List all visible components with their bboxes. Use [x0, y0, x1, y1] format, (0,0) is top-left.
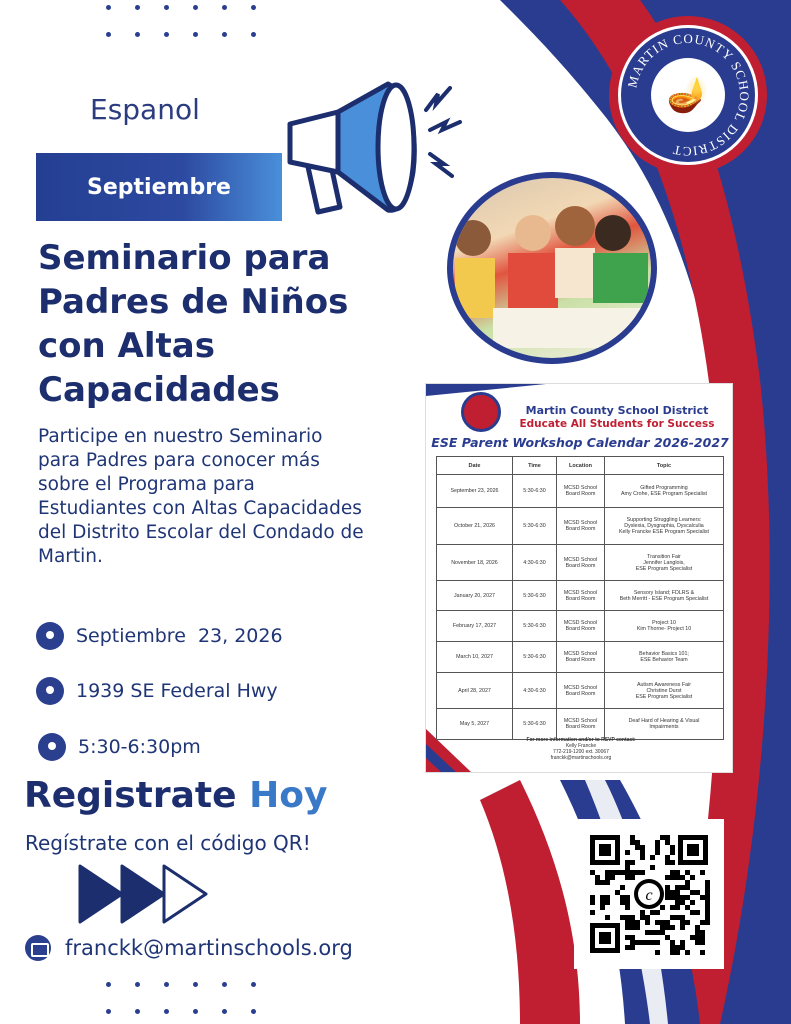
register-heading — [24, 775, 327, 816]
cell-time: 4:30-6:30 — [513, 545, 557, 581]
qr-instruction: Regístrate con el código QR! — [25, 831, 311, 855]
cell-location: MCSD School Board Room — [557, 673, 605, 709]
table-row — [437, 508, 724, 545]
table-row — [437, 545, 724, 581]
seminar-title: Seminario para Padres de Niños con Altas Capacidades — [38, 238, 349, 410]
location-pin-icon — [38, 733, 66, 761]
cell-topic: Supporting Struggling Learners: Dyslexia, Dysgraphia, Dyscalculia Kelly Francke ESE Program Specialist — [605, 508, 724, 545]
cell-topic: Behavior Basics 101; ESE Behavior Team — [605, 642, 724, 673]
arrows-icon — [78, 862, 214, 926]
register-heading-accent: Hoy — [249, 775, 328, 816]
cell-location: MCSD School Board Room — [557, 508, 605, 545]
cell-date: May 5, 2027 — [437, 709, 513, 740]
qr-code[interactable] — [574, 819, 724, 969]
seminar-description: Participe en nuestro Seminario para Padres para conocer más sobre el Programa para Estudiantes con Altas Capacidades del Distrito Escolar del Condado de Martin. — [38, 426, 364, 567]
cell-topic: Gifted Programming Amy Crohe, ESE Program Specialist — [605, 475, 724, 508]
bottom-dot-pattern — [106, 982, 261, 1014]
date-row — [36, 622, 283, 650]
cell-date: January 20, 2027 — [437, 581, 513, 611]
cell-location: MCSD School Board Room — [557, 475, 605, 508]
district-seal — [609, 16, 767, 174]
language-label: Espanol — [90, 93, 200, 126]
top-dot-pattern — [106, 5, 261, 37]
qr-logo-icon: c — [645, 887, 653, 904]
cell-date: April 28, 2027 — [437, 673, 513, 709]
students-photo — [447, 172, 657, 364]
calendar-table — [436, 456, 724, 740]
table-row — [437, 581, 724, 611]
table-row — [437, 709, 724, 740]
cell-time: 4:30-6:30 — [513, 673, 557, 709]
month-banner: Septiembre — [36, 153, 282, 221]
table-row — [437, 611, 724, 642]
workshop-calendar — [426, 384, 732, 772]
column-header: Time — [513, 457, 557, 475]
cell-topic: Deaf Hard of Hearing & Visual Impairments — [605, 709, 724, 740]
cell-location: MCSD School Board Room — [557, 581, 605, 611]
calendar-tagline: Educate All Students for Success — [519, 418, 715, 430]
seal-text: MARTIN COUNTY SCHOOL DISTRICT — [624, 30, 753, 160]
cell-location: MCSD School Board Room — [557, 611, 605, 642]
table-row — [437, 673, 724, 709]
cell-time: 5:30-6:30 — [513, 642, 557, 673]
cell-time: 5:30-6:30 — [513, 508, 557, 545]
cell-location: MCSD School Board Room — [557, 642, 605, 673]
register-heading-main: Registrate — [24, 775, 237, 816]
table-header-row — [437, 457, 724, 475]
table-row — [437, 642, 724, 673]
location-pin-icon — [36, 677, 64, 705]
cell-date: October 21, 2026 — [437, 508, 513, 545]
footer-heading: For more information and/or to RSVP contact: — [526, 737, 636, 743]
event-address: 1939 SE Federal Hwy — [76, 680, 278, 702]
footer-email[interactable]: franckk@martinschools.org — [550, 755, 612, 761]
calendar-seal — [461, 392, 501, 432]
column-header: Topic — [605, 457, 724, 475]
location-pin-icon — [36, 622, 64, 650]
cell-date: September 23, 2026 — [437, 475, 513, 508]
cell-time: 5:30-6:30 — [513, 475, 557, 508]
email-row — [25, 935, 353, 961]
mail-icon — [25, 935, 51, 961]
cell-date: November 18, 2026 — [437, 545, 513, 581]
cell-time: 5:30-6:30 — [513, 709, 557, 740]
time-row — [38, 733, 201, 761]
event-date: Septiembre 23, 2026 — [76, 625, 283, 647]
cell-time: 5:30-6:30 — [513, 581, 557, 611]
cell-location: MCSD School Board Room — [557, 545, 605, 581]
cell-location: MCSD School Board Room — [557, 709, 605, 740]
column-header: Location — [557, 457, 605, 475]
cell-date: February 17, 2027 — [437, 611, 513, 642]
contact-email[interactable]: franckk@martinschools.org — [65, 936, 353, 960]
column-header: Date — [437, 457, 513, 475]
calendar-footer — [466, 737, 696, 761]
footer-phone: 772-219-1200 ext. 30067 — [553, 749, 609, 755]
cell-date: March 10, 2027 — [437, 642, 513, 673]
footer-name: Kelly Francke — [565, 743, 597, 749]
cell-time: 5:30-6:30 — [513, 611, 557, 642]
qr-code-graphic — [574, 819, 724, 969]
cell-topic: Autism Awareness Fair Christine Durst ESE Program Specialist — [605, 673, 724, 709]
event-time: 5:30-6:30pm — [78, 736, 201, 758]
megaphone-icon — [268, 72, 468, 222]
address-row — [36, 677, 278, 705]
cell-topic: Project 10 Kim Thorne- Project 10 — [605, 611, 724, 642]
cell-topic: Sensory Island; FDLRS & Beth Merritt - ESE Program Specialist — [605, 581, 724, 611]
calendar-title: ESE Parent Workshop Calendar 2026-2027 — [431, 435, 729, 450]
calendar-org: Martin County School District — [525, 404, 709, 417]
lamp-icon: 🪔 — [651, 58, 725, 132]
cell-topic: Transition Fair Jennifer Langlois, ESE Program Specialist — [605, 545, 724, 581]
table-row — [437, 475, 724, 508]
